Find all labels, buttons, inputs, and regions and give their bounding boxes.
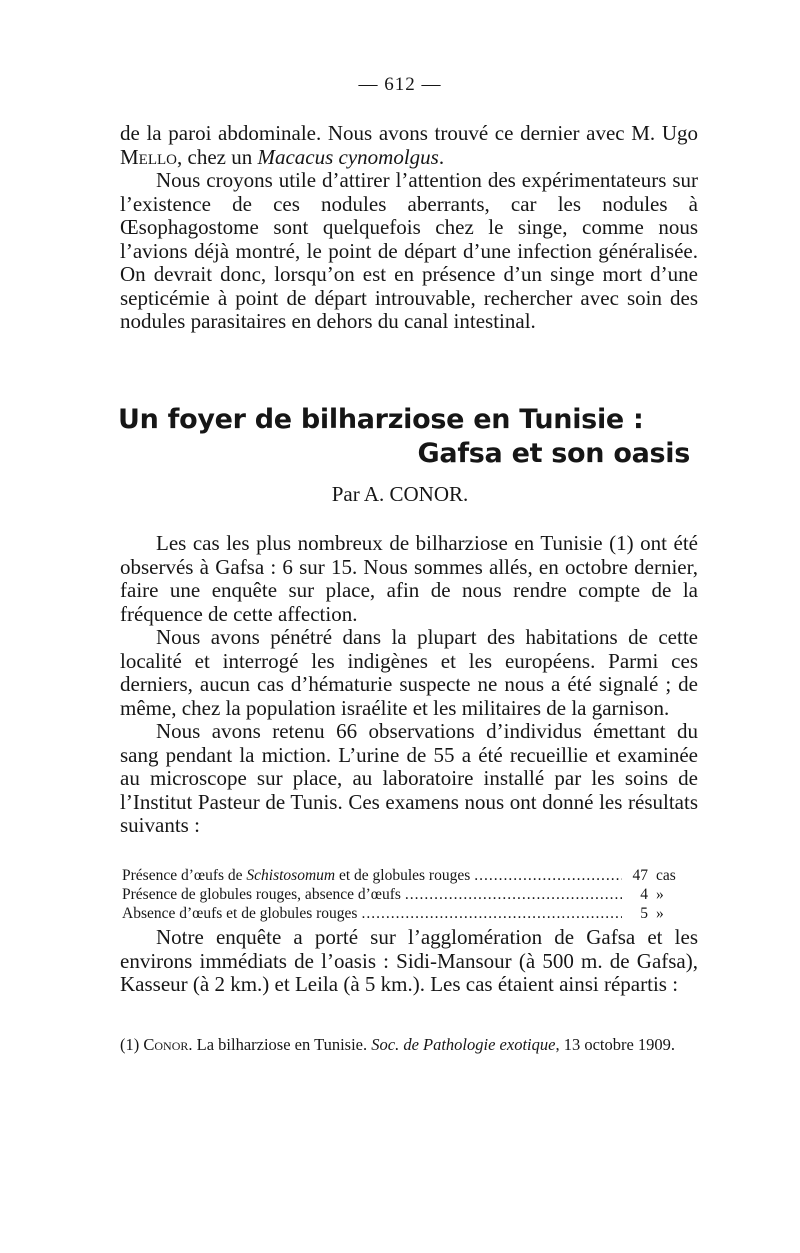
article-body [120, 532, 698, 838]
result-unit: cas [656, 867, 676, 884]
article-paragraph-1: Les cas les plus nombreux de bilharziose en Tunisie (1) ont été observés à Gafsa : 6 sur 15. Nous sommes allés, en octobre dernier, faire une enquête sur place, afin de nous rendre compte de la fréquence de cette affection. [120, 531, 698, 626]
result-row [122, 866, 696, 885]
result-count: 5 [640, 905, 648, 922]
footnote-tail: , 13 octobre 1909. [555, 1035, 676, 1054]
article-paragraph-4: Notre enquête a porté sur l’agglomération de Gafsa et les environs immédiats de l’oasis : Sidi-Mansour (à 500 m. de Gafsa), Kasseur (à 2 km.) et Leila (à 5 km.). Les cas étaient ainsi répartis : [120, 925, 698, 996]
footnote [120, 1034, 698, 1055]
intro-paragraph-2: Nous croyons utile d’attirer l’attention des expérimentateurs sur l’existence de ces nodules aberrants, car les nodules à Œsophagostome sont quelquefois chez le singe, comme nous l’avions déjà montré, le point de départ d’une infection généralisée. On devrait donc, lorsqu’on est en présence d’un singe mort d’une septicémie à point de départ introuvable, rechercher avec soin des nodules parasitaires en dehors du canal intestinal. [120, 168, 698, 333]
result-count: 47 [632, 867, 648, 884]
result-label: Absence d’œufs et de globules rouges [122, 905, 358, 922]
result-row [122, 904, 696, 923]
intro-paragraph-1 [120, 122, 698, 169]
intro-p1-text: de la paroi abdominale. Nous avons trouvé ce dernier avec M. Ugo [120, 121, 698, 145]
article-byline: Par A. CONOR. [331, 482, 469, 506]
leader-dots [474, 866, 622, 885]
intro-p1-end: . [438, 144, 445, 169]
results-list [122, 866, 696, 923]
article-paragraph-2: Nous avons pénétré dans la plupart des habitations de cette localité et interrogé les indigènes et les européens. Parmi ces derniers, aucun cas d’hématurie suspecte ne nous a été signalé ; de même, chez la population israélite et les militaires de la garnison. [120, 625, 698, 720]
leader-dots [405, 885, 622, 904]
result-count: 4 [640, 886, 648, 903]
author-name-mello: Mello [120, 144, 177, 169]
result-label: Présence de globules rouges, absence d’œufs [122, 886, 401, 903]
article-title-line-1: Un foyer de bilharziose en Tunisie : [118, 404, 644, 435]
footnote-text: . La bilharziose en Tunisie. [188, 1035, 372, 1054]
footnote-journal: Soc. de Pathologie exotique [371, 1035, 556, 1054]
leader-dots [361, 904, 622, 923]
page-number: — 612 — [358, 74, 442, 95]
footnote-marker: (1) [120, 1035, 144, 1054]
article-title-line-2: Gafsa et son oasis [417, 438, 690, 469]
result-row [122, 885, 696, 904]
footnote-author: Conor [143, 1035, 189, 1054]
result-label: Présence d’œufs de Schistosomum et de globules rouges [122, 867, 471, 884]
result-unit: » [656, 886, 664, 903]
result-unit: » [656, 905, 664, 922]
intro-p1-tail: , chez un [177, 144, 258, 169]
article-body-continued [120, 926, 698, 997]
article-paragraph-3: Nous avons retenu 66 observations d’individus émettant du sang pendant la miction. L’urine de 55 a été recueillie et examinée au microscope sur place, au laboratoire installé par les soins de l’Institut Pasteur de Tunis. Ces examens nous ont donné les résultats suivants : [120, 719, 698, 837]
intro-text [120, 122, 698, 334]
species-name: Macacus cynomolgus [257, 144, 439, 169]
